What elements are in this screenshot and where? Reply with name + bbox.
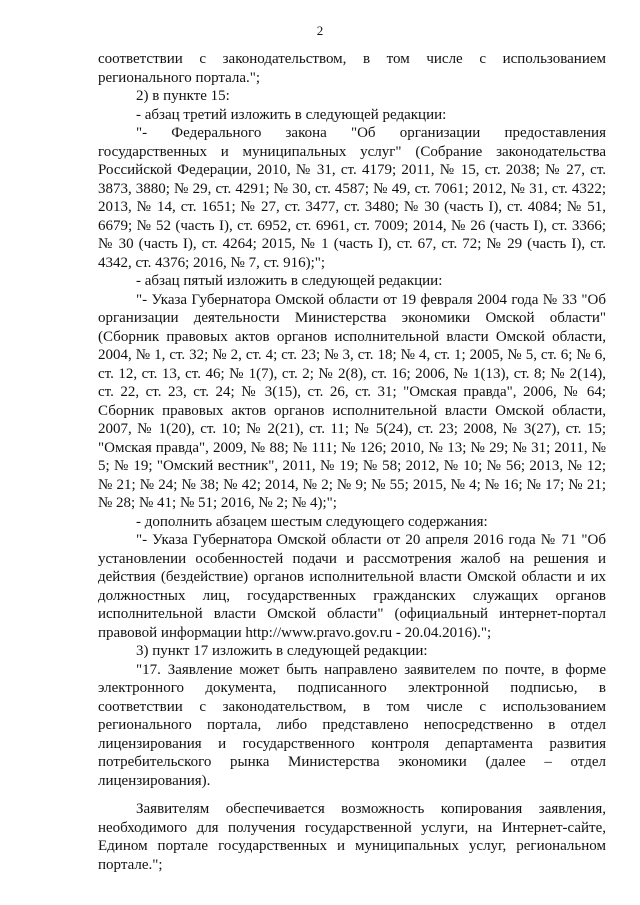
paragraph: 3) пункт 17 изложить в следующей редакции: [136, 643, 428, 659]
paragraph: соответствии с законодательством, в том числе с использованием регионального портала."; [98, 51, 606, 86]
document-body [98, 50, 606, 874]
paragraph: "- Указа Губернатора Омской области от 20 апреля 2016 года № 71 "Об установлении особенностей подачи и рассмотрения жалоб на решения и действия (бездействие) органов исполнительной власти Омской области и их должностных лиц, государственных гражданских служащих органов исполнительной власти Омской области" (официальный интернет-портал правовой информации http://www.pravo.gov.ru - 20.04.2016)."; [98, 532, 606, 641]
paragraph: "- Указа Губернатора Омской области от 19 февраля 2004 года № 33 "Об организации деятельности Министерства экономики Омской области" (Сборник правовых актов органов исполнительной власти Омской области, 2004, № 1, ст. 32; № 2, ст. 4; ст. 23; № 3, ст. 18; № 4, ст. 1; 2005, № 5, ст. 6; № 6, ст. 12, ст. 13, ст. 46; № 1(7), ст. 2; № 2(8), ст. 16; 2006, № 1(13), ст. 8; № 2(14), ст. 22, ст. 23, ст. 24; № 3(15), ст. 26, ст. 31; "Омская правда", 2006, № 64; Сборник правовых актов органов исполнительной власти Омской области, 2007, № 1(20), ст. 10; № 2(21), ст. 11; № 5(24), ст. 23; 2008, № 3(27), ст. 15; "Омская правда", 2009, № 88; № 111; № 126; 2010, № 13; № 29; № 31; 2011, № 5; № 19; "Омский вестник", 2011, № 19; № 58; 2012, № 10; № 56; 2013, № 12; № 21; № 24; № 38; № 42; 2014, № 2; № 9; № 55; 2015, № 4; № 16; № 17; № 21; № 28; № 41; № 51; 2016, № 2; № 4);"; [98, 291, 606, 511]
paragraph: - абзац пятый изложить в следующей редакции: [136, 273, 443, 289]
page-number: 2 [316, 23, 324, 38]
paragraph-gap [98, 790, 606, 800]
paragraph: "17. Заявление может быть направлено заявителем по почте, в форме электронного документа, подписанного электронной подписью, в соответствии с законодательством, в том числе с использованием регионального портала, либо представлено непосредственно в отдел лицензирования и государственного контроля департамента развития потребительского рынка Министерства экономики (далее – отдел лицензирования). [98, 661, 606, 789]
paragraph: - дополнить абзацем шестым следующего содержания: [136, 513, 488, 530]
paragraph: - абзац третий изложить в следующей редакции: [136, 106, 447, 123]
paragraph: Заявителям обеспечивается возможность копирования заявления, необходимого для получения государственной услуги, на Интернет-сайте, Едином портале государственных и муниципальных услуг, региональном портале."; [98, 801, 606, 873]
paragraph: "- Федерального закона "Об организации предоставления государственных и муниципальных услуг" (Собрание законодательства Российской Федерации, 2010, № 31, ст. 4179; 2011, № 15, ст. 2038; № 27, ст. 3873, 3880; № 29, ст. 4291; № 30, ст. 4587; № 49, ст. 7061; 2012, № 31, ст. 4322; 2013, № 14, ст. 1651; № 27, ст. 3477, ст. 3480; № 30 (часть I), ст. 4084; № 51, 6679; № 52 (часть I), ст. 6952, ст. 6961, ст. 7009; 2014, № 26 (часть I), ст. 3366; № 30 (часть I), ст. 4264; 2015, № 1 (часть I), ст. 67, ст. 72; № 29 (часть I), ст. 4342, ст. 4376; 2016, № 7, ст. 916);"; [98, 125, 606, 271]
paragraph: 2) в пункте 15: [136, 88, 230, 104]
